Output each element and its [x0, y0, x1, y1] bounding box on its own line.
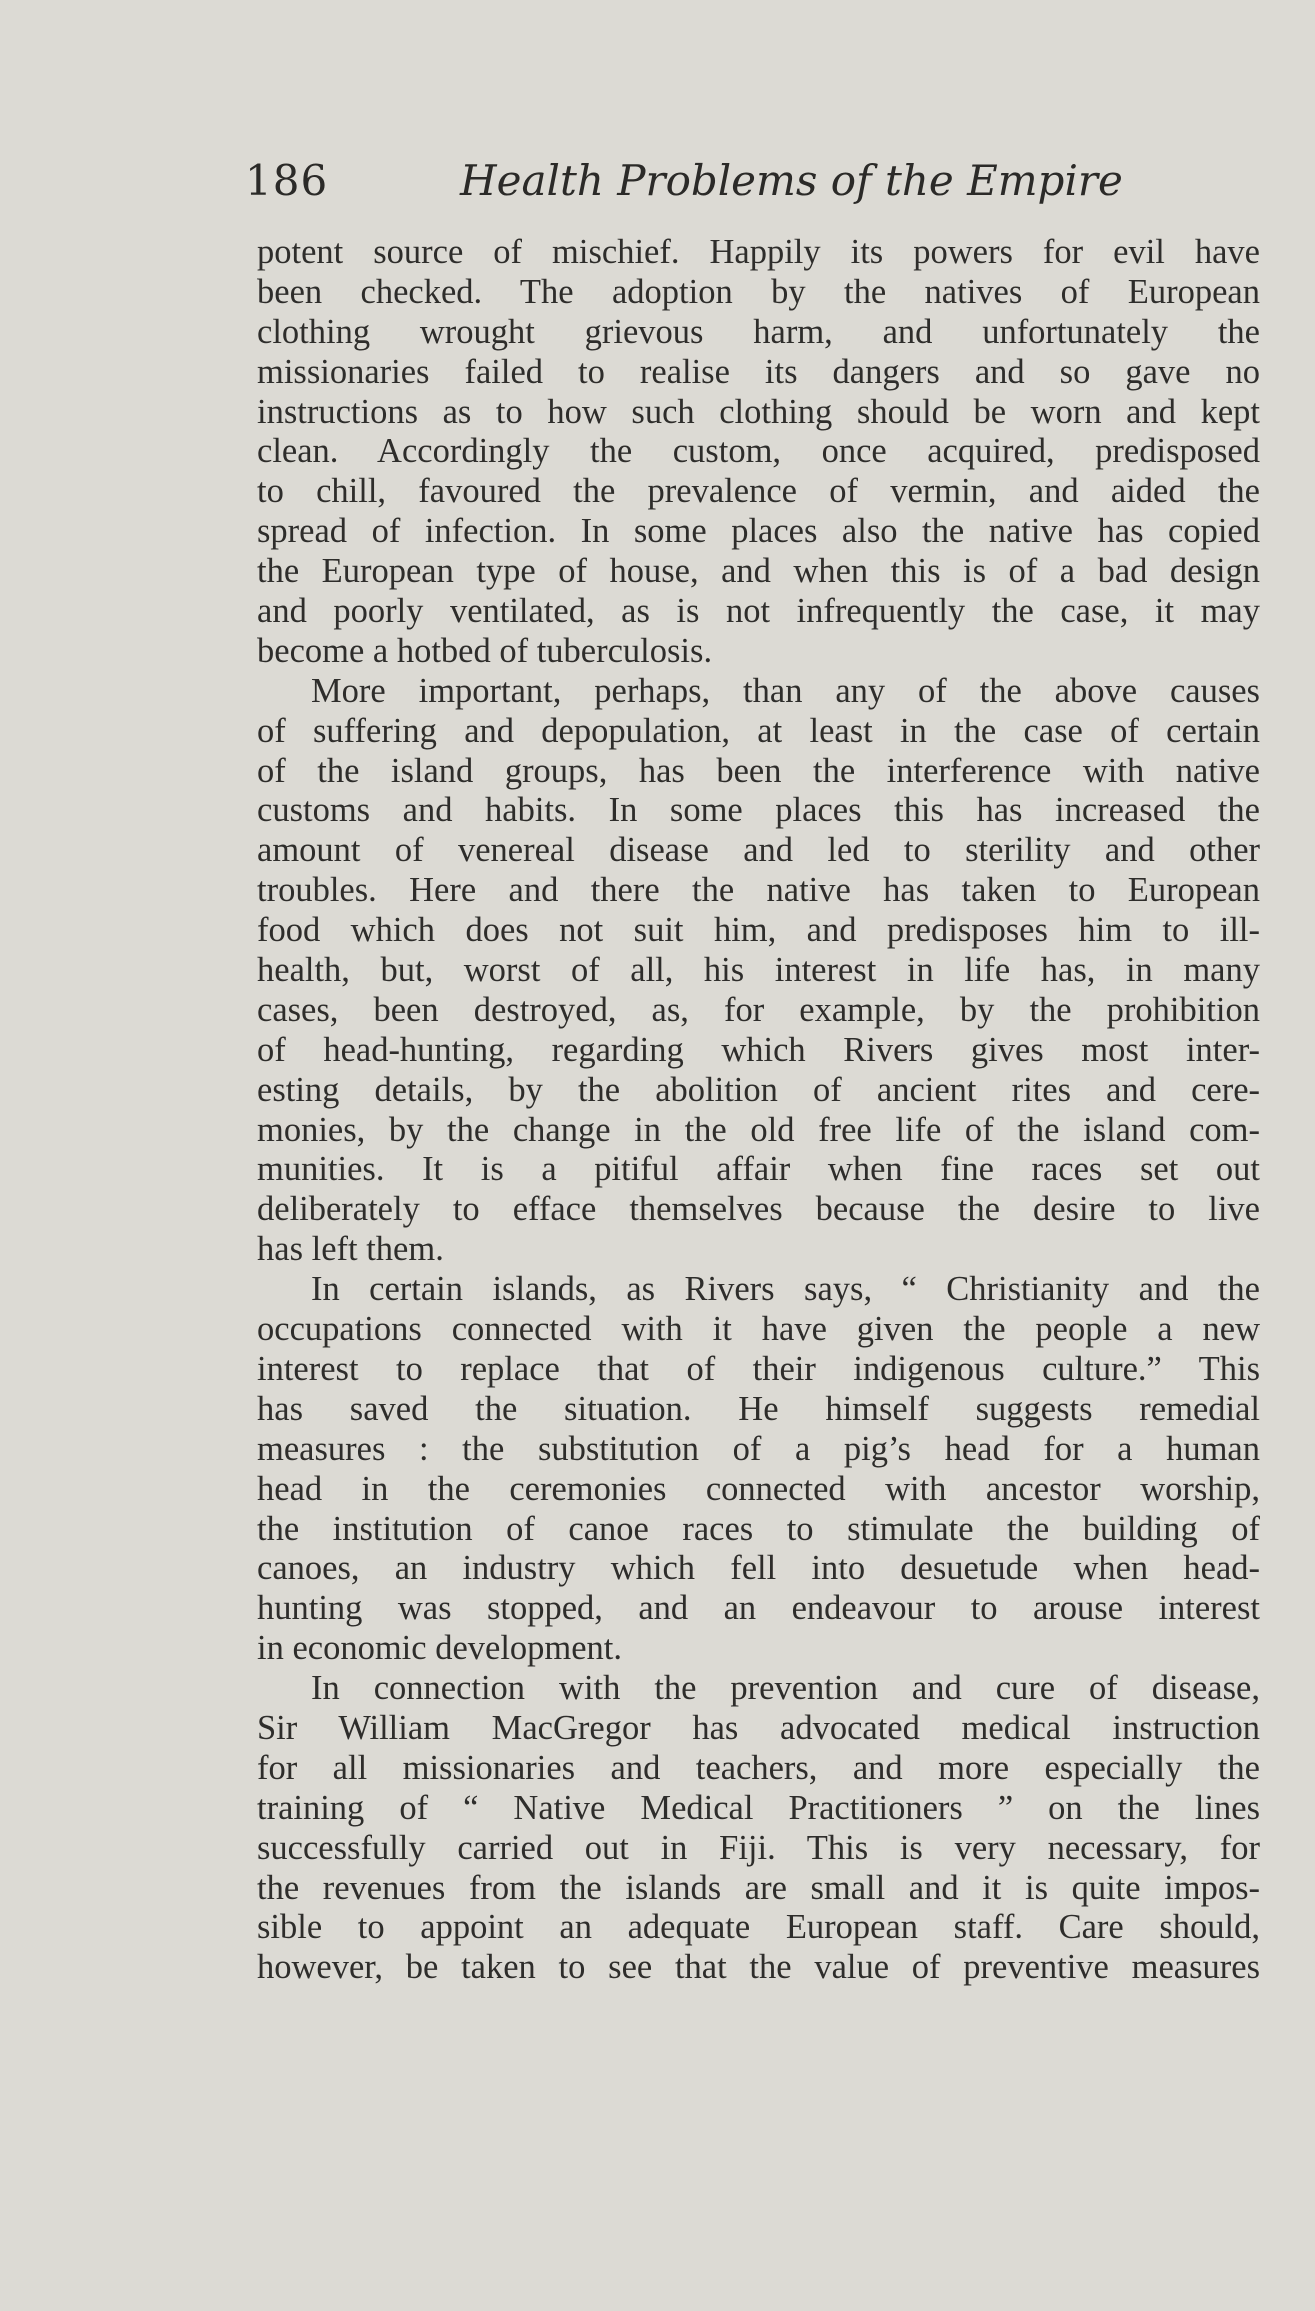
- text-line: the European type of house, and when this is of a bad design: [257, 552, 1260, 591]
- body-text: [257, 233, 1260, 1988]
- text-line: missionaries failed to realise its dangers and so gave no: [257, 352, 1260, 391]
- paragraph: [257, 672, 1260, 1270]
- text-line: of head-hunting, regarding which Rivers gives most inter-: [257, 1030, 1260, 1069]
- text-line: esting details, by the abolition of ancient rites and cere-: [257, 1070, 1260, 1109]
- text-line: however, be taken to see that the value of preventive measures: [257, 1948, 1260, 1987]
- paragraph: [257, 1669, 1260, 1988]
- text-line: canoes, an industry which fell into desuetude when head-: [257, 1549, 1260, 1588]
- text-line: cases, been destroyed, as, for example, by the prohibition: [257, 990, 1260, 1029]
- text-line: instructions as to how such clothing should be worn and kept: [257, 392, 1260, 431]
- text-line: of suffering and depopulation, at least in the case of certain: [257, 711, 1260, 750]
- page-number: 186: [245, 156, 329, 205]
- running-title: Health Problems of the Empire: [460, 156, 1123, 205]
- text-line: of the island groups, has been the interference with native: [257, 751, 1260, 790]
- text-line: has saved the situation. He himself suggests remedial: [257, 1389, 1260, 1428]
- text-line: monies, by the change in the old free life of the island com-: [257, 1110, 1260, 1149]
- text-line: troubles. Here and there the native has taken to European: [257, 871, 1260, 910]
- text-line: food which does not suit him, and predisposes him to ill-: [257, 911, 1260, 950]
- text-line: occupations connected with it have given the people a new: [257, 1310, 1260, 1349]
- text-line: potent source of mischief. Happily its powers for evil have: [257, 233, 1260, 271]
- text-line: amount of venereal disease and led to sterility and other: [257, 831, 1260, 870]
- text-line: the institution of canoe races to stimulate the building of: [257, 1509, 1260, 1548]
- text-line: In certain islands, as Rivers says, “ Christianity and the: [311, 1270, 1260, 1309]
- text-line: deliberately to efface themselves because the desire to live: [257, 1190, 1260, 1229]
- text-line: In connection with the prevention and cure of disease,: [311, 1669, 1260, 1708]
- paragraph: [257, 1270, 1260, 1669]
- text-line: in economic development.: [257, 1629, 623, 1668]
- text-line: spread of infection. In some places also the native has copied: [257, 512, 1260, 551]
- text-line: been checked. The adoption by the natives of European: [257, 272, 1260, 311]
- text-line: clothing wrought grievous harm, and unfortunately the: [257, 312, 1260, 351]
- text-line: More important, perhaps, than any of the above causes: [311, 671, 1260, 710]
- text-line: sible to appoint an adequate European staff. Care should,: [257, 1908, 1260, 1947]
- text-line: head in the ceremonies connected with ancestor worship,: [257, 1469, 1260, 1508]
- text-line: and poorly ventilated, as is not infrequently the case, it may: [257, 592, 1260, 631]
- text-line: Sir William MacGregor has advocated medical instruction: [257, 1708, 1260, 1747]
- text-line: munities. It is a pitiful affair when fine races set out: [257, 1150, 1260, 1189]
- text-line: interest to replace that of their indigenous culture.” This: [257, 1349, 1260, 1388]
- paragraph: [257, 233, 1260, 672]
- text-line: hunting was stopped, and an endeavour to arouse interest: [257, 1589, 1260, 1628]
- text-line: training of “ Native Medical Practitioners ” on the lines: [257, 1788, 1260, 1827]
- text-line: health, but, worst of all, his interest in life has, in many: [257, 951, 1260, 990]
- text-line: clean. Accordingly the custom, once acquired, predisposed: [257, 432, 1260, 471]
- text-line: become a hotbed of tuberculosis.: [257, 631, 713, 670]
- text-line: measures : the substitution of a pig’s head for a human: [257, 1429, 1260, 1468]
- text-line: to chill, favoured the prevalence of vermin, and aided the: [257, 472, 1260, 511]
- text-line: successfully carried out in Fiji. This is very necessary, for: [257, 1828, 1260, 1867]
- text-line: the revenues from the islands are small and it is quite impos-: [257, 1868, 1260, 1907]
- text-line: has left them.: [257, 1230, 444, 1269]
- page-header: [245, 150, 1260, 210]
- text-line: customs and habits. In some places this has increased the: [257, 791, 1260, 830]
- text-line: for all missionaries and teachers, and more especially the: [257, 1748, 1260, 1787]
